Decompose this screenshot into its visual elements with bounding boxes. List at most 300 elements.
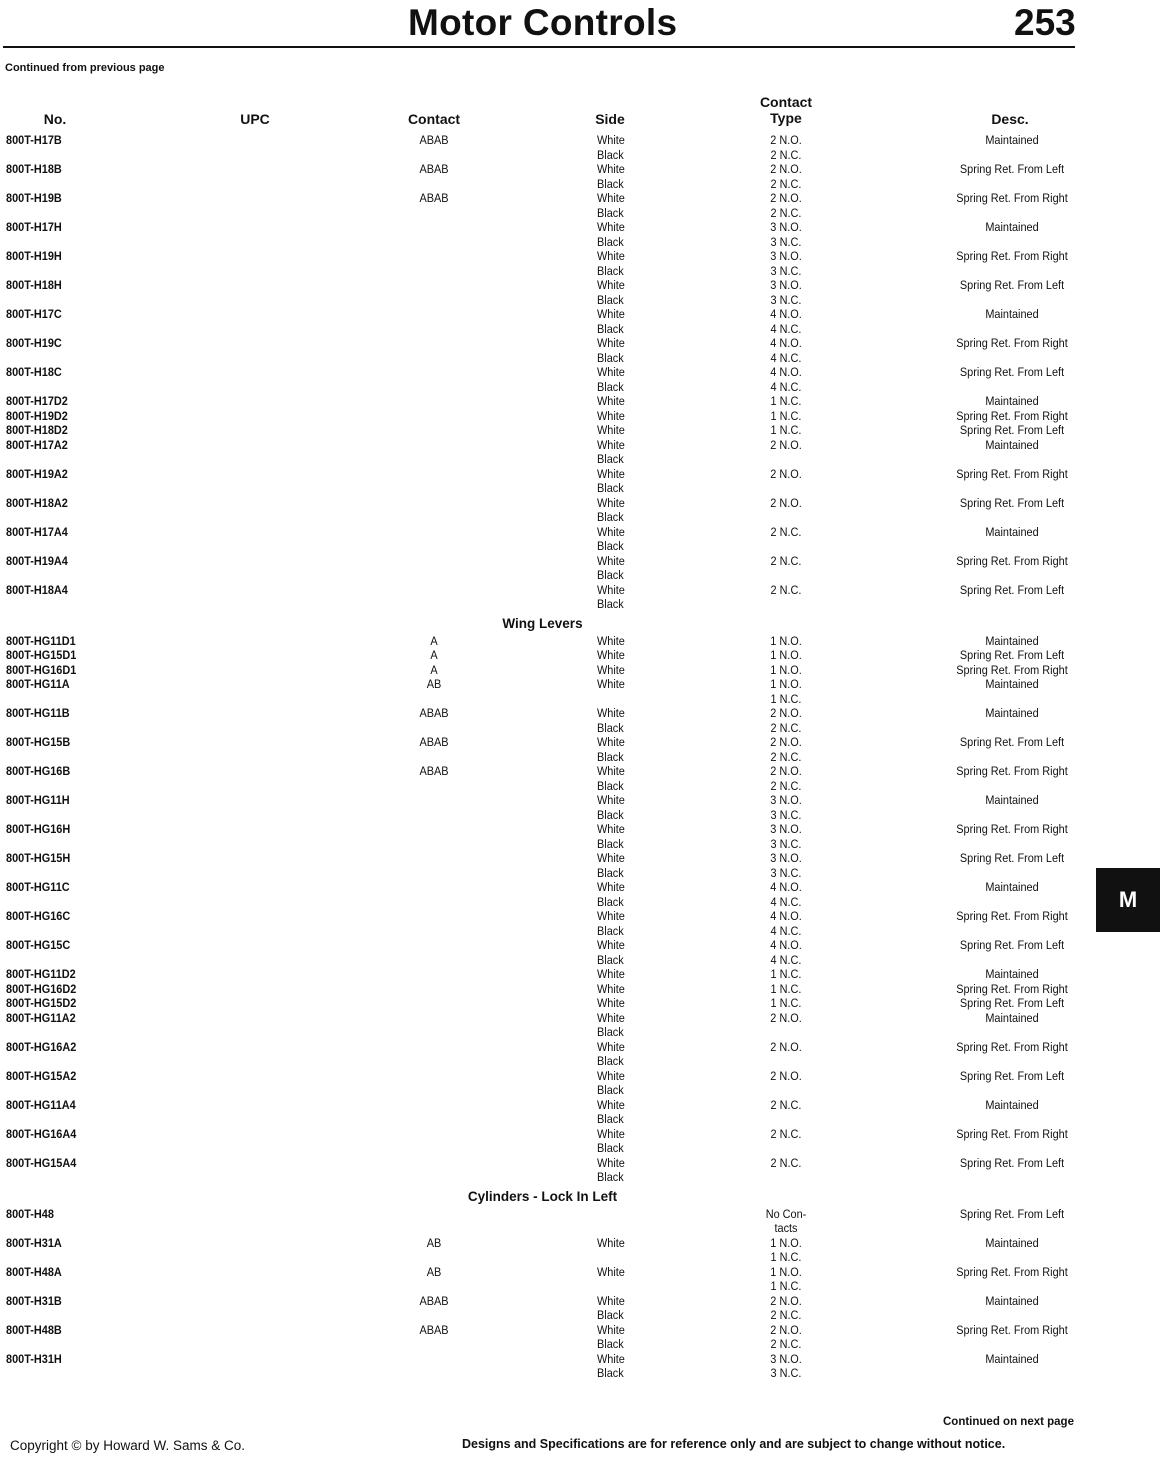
table-row: [0, 1025, 1160, 1040]
column-header-no: No.: [43, 111, 67, 127]
table-row: [0, 177, 1160, 192]
table-row: [0, 1141, 1160, 1156]
contact-type-cell: 2 N.O.: [770, 1068, 802, 1083]
continued-next-note: Continued on next page: [943, 1416, 1074, 1428]
side-cell: Black: [597, 923, 624, 938]
section-heading: Wing Levers: [502, 615, 583, 631]
side-cell: White: [597, 423, 625, 437]
contact-type-cell: 1 N.C.: [770, 967, 802, 981]
side-cell: White: [597, 365, 625, 379]
description-cell: Spring Ret. From Left: [959, 582, 1065, 597]
side-cell: White: [597, 909, 625, 923]
contact-type-cell: 2 N.O.: [770, 466, 802, 481]
table-row: [0, 1221, 1160, 1236]
side-cell: Black: [597, 510, 624, 524]
contact-type-cell: 4 N.C.: [770, 952, 802, 967]
table-row: [0, 380, 1160, 395]
table-row: [0, 249, 1160, 264]
table-row: [0, 721, 1160, 736]
table-row: [0, 1265, 1160, 1280]
side-cell: White: [597, 662, 625, 677]
part-number-cell: 800T-H18C: [6, 365, 62, 379]
part-number-cell: 800T-HG11H: [6, 793, 70, 807]
description-cell: Spring Ret. From Right: [956, 1322, 1068, 1337]
contact-type-cell: No Con-: [765, 1206, 807, 1221]
contact-type-cell: 3 N.O.: [770, 793, 802, 807]
side-cell: Black: [597, 1025, 624, 1039]
part-number-cell: 800T-HG11B: [6, 706, 70, 720]
description-cell: Maintained: [985, 1010, 1039, 1025]
contact-cell: ABAB: [419, 706, 449, 720]
table-row: [0, 1011, 1160, 1026]
part-number-cell: 800T-H17B: [6, 133, 62, 147]
side-cell: Black: [597, 894, 624, 909]
table-row: [0, 525, 1160, 540]
contact-type-cell: 4 N.C.: [770, 894, 802, 909]
contact-type-cell: 2 N.C.: [770, 524, 802, 539]
side-cell: White: [597, 996, 625, 1010]
part-number-cell: 800T-HG11A: [6, 677, 70, 691]
section-heading: Cylinders - Lock In Left: [467, 1188, 618, 1204]
contact-type-cell: 2 N.O.: [770, 1039, 802, 1054]
side-cell: Black: [597, 292, 624, 307]
table-row: [0, 1127, 1160, 1142]
description-cell: Spring Ret. From Right: [956, 466, 1068, 481]
table-row: [0, 1352, 1160, 1367]
side-cell: White: [597, 633, 625, 648]
contact-type-cell: 2 N.C.: [770, 1337, 802, 1351]
part-number-cell: 800T-H19B: [6, 191, 62, 205]
table-row: [0, 1323, 1160, 1338]
part-number-cell: 800T-HG15A4: [6, 1155, 77, 1170]
side-cell: Black: [597, 778, 624, 793]
description-cell: Maintained: [985, 1293, 1039, 1308]
part-number-cell: 800T-H18B: [6, 162, 62, 176]
part-number-cell: 800T-HG16D2: [6, 981, 77, 996]
contact-type-cell: 1 N.O.: [770, 677, 802, 691]
table-row: [0, 750, 1160, 765]
side-cell: White: [597, 1264, 625, 1279]
part-number-cell: 800T-H17A4: [6, 524, 68, 539]
table-row: [0, 496, 1160, 511]
part-number-cell: 800T-H31B: [6, 1293, 62, 1308]
contact-type-cell: 2 N.O.: [770, 191, 802, 205]
side-cell: White: [597, 1097, 625, 1112]
description-cell: Maintained: [985, 133, 1039, 147]
section-heading-row: [0, 612, 1160, 634]
side-cell: White: [597, 1293, 625, 1308]
side-cell: White: [597, 1010, 625, 1025]
table-row: [0, 220, 1160, 235]
part-number-cell: 800T-H17H: [6, 220, 62, 234]
part-number-cell: 800T-HG16B: [6, 764, 71, 778]
contact-type-cell: 2 N.O.: [770, 133, 802, 147]
table-row: [0, 967, 1160, 982]
description-cell: Spring Ret. From Left: [959, 851, 1065, 865]
contact-type-cell: 2 N.O.: [770, 162, 802, 176]
description-cell: Spring Ret. From Right: [956, 1039, 1068, 1054]
table-row: [0, 996, 1160, 1011]
contact-cell: ABAB: [419, 764, 449, 778]
contact-type-cell: 4 N.O.: [770, 909, 802, 923]
table-row: [0, 162, 1160, 177]
contact-cell: AB: [426, 1235, 442, 1250]
description-cell: Maintained: [985, 307, 1039, 321]
table-row: [0, 423, 1160, 438]
section-tab-m: M: [1096, 868, 1160, 932]
table-row: [0, 307, 1160, 322]
contact-type-cell: 1 N.C.: [770, 408, 802, 423]
part-number-cell: 800T-HG11A2: [6, 1010, 76, 1025]
contact-type-cell: 2 N.C.: [770, 778, 802, 793]
disclaimer-text: Designs and Specifications are for reference only and are subject to change without notice.: [462, 1437, 1006, 1451]
part-number-cell: 800T-H19D2: [6, 408, 68, 423]
part-number-cell: 800T-HG15C: [6, 938, 71, 952]
side-cell: Black: [597, 597, 624, 611]
description-cell: Maintained: [985, 633, 1039, 648]
contact-type-cell: 3 N.C.: [770, 865, 802, 880]
table-row: [0, 1366, 1160, 1381]
table-row: [0, 822, 1160, 837]
table-row: [0, 1279, 1160, 1294]
description-cell: Spring Ret. From Left: [959, 495, 1065, 510]
part-number-cell: 800T-H19A4: [6, 553, 68, 568]
table-row: [0, 764, 1160, 779]
column-header-upc: UPC: [240, 111, 270, 127]
description-cell: Spring Ret. From Right: [956, 191, 1068, 205]
description-cell: Spring Ret. From Right: [956, 1126, 1068, 1141]
table-row: [0, 554, 1160, 569]
contact-type-cell: 3 N.C.: [770, 263, 802, 278]
contact-type-cell: 2 N.O.: [770, 1322, 802, 1337]
part-number-cell: 800T-H48A: [6, 1264, 62, 1279]
description-cell: Spring Ret. From Left: [959, 1206, 1065, 1221]
side-cell: Black: [597, 1083, 624, 1097]
table-row: [0, 409, 1160, 424]
description-cell: Spring Ret. From Right: [956, 553, 1068, 568]
part-number-cell: 800T-HG15H: [6, 851, 71, 865]
description-cell: Spring Ret. From Right: [956, 981, 1068, 996]
table-row: [0, 365, 1160, 380]
part-number-cell: 800T-H19A2: [6, 466, 68, 481]
table-row: [0, 133, 1160, 148]
side-cell: Black: [597, 1308, 624, 1322]
table-row: [0, 866, 1160, 881]
side-cell: Black: [597, 147, 624, 162]
side-cell: Black: [597, 263, 624, 278]
part-number-cell: 800T-H19H: [6, 249, 62, 263]
side-cell: Black: [597, 1112, 624, 1126]
contact-cell: ABAB: [419, 735, 449, 749]
header-rule: [3, 46, 1075, 48]
contact-type-cell: 4 N.O.: [770, 938, 802, 952]
table-row: [0, 1112, 1160, 1127]
table-row: [0, 583, 1160, 598]
side-cell: Black: [597, 807, 624, 822]
table-row: [0, 1069, 1160, 1084]
contact-type-cell: 2 N.O.: [770, 735, 802, 749]
contact-cell: A: [430, 662, 438, 677]
table-row: [0, 1294, 1160, 1309]
side-cell: White: [597, 162, 625, 176]
side-cell: Black: [597, 952, 624, 967]
description-cell: Spring Ret. From Left: [959, 996, 1065, 1010]
description-cell: Spring Ret. From Right: [956, 408, 1068, 423]
table-row: [0, 851, 1160, 866]
description-cell: Spring Ret. From Left: [959, 423, 1065, 437]
table-row: [0, 467, 1160, 482]
side-cell: White: [597, 1322, 625, 1337]
description-cell: Spring Ret. From Left: [959, 278, 1065, 292]
side-cell: Black: [597, 720, 624, 735]
contact-type-cell: 2 N.O.: [770, 764, 802, 778]
side-cell: White: [597, 466, 625, 481]
side-cell: White: [597, 1235, 625, 1250]
contact-cell: ABAB: [419, 191, 449, 205]
side-cell: White: [597, 437, 625, 452]
description-cell: Maintained: [985, 967, 1039, 981]
contact-cell: A: [430, 633, 438, 648]
description-cell: Maintained: [985, 880, 1039, 894]
table-row: [0, 278, 1160, 293]
side-cell: Black: [597, 1170, 624, 1184]
column-header-type-line1: Contact: [759, 94, 813, 110]
table-row: [0, 148, 1160, 163]
part-number-cell: 800T-H18D2: [6, 423, 68, 437]
side-cell: White: [597, 408, 625, 423]
side-cell: White: [597, 822, 625, 836]
table-row: [0, 510, 1160, 525]
description-cell: Spring Ret. From Left: [959, 648, 1065, 662]
contact-type-cell: 1 N.C.: [770, 1279, 802, 1293]
side-cell: Black: [597, 568, 624, 582]
table-row: [0, 597, 1160, 612]
table-row: [0, 438, 1160, 453]
table-row: [0, 735, 1160, 750]
contact-type-cell: 3 N.C.: [770, 234, 802, 249]
contact-type-cell: 4 N.O.: [770, 336, 802, 350]
part-number-cell: 800T-HG15B: [6, 735, 71, 749]
contact-cell: ABAB: [419, 133, 449, 147]
description-cell: Spring Ret. From Right: [956, 1264, 1068, 1279]
copyright-text: Copyright © by Howard W. Sams & Co.: [10, 1438, 246, 1453]
contact-type-cell: 2 N.O.: [770, 706, 802, 720]
side-cell: Black: [597, 481, 624, 495]
side-cell: White: [597, 938, 625, 952]
table-row: [0, 191, 1160, 206]
side-cell: White: [597, 1039, 625, 1054]
contact-type-cell: 1 N.C.: [770, 691, 802, 706]
contact-type-cell: 2 N.C.: [770, 553, 802, 568]
contact-cell: AB: [426, 677, 442, 691]
contact-type-cell: 3 N.O.: [770, 822, 802, 836]
description-cell: Maintained: [985, 1097, 1039, 1112]
contact-type-cell: 3 N.C.: [770, 292, 802, 307]
description-cell: Spring Ret. From Right: [956, 909, 1068, 923]
part-number-cell: 800T-HG16C: [6, 909, 71, 923]
contact-type-cell: 3 N.O.: [770, 278, 802, 292]
part-number-cell: 800T-HG16A2: [6, 1039, 77, 1054]
column-header-desc: Desc.: [991, 111, 1029, 127]
side-cell: White: [597, 880, 625, 894]
side-cell: White: [597, 524, 625, 539]
contact-type-cell: 4 N.O.: [770, 880, 802, 894]
contact-type-cell: 2 N.O.: [770, 1293, 802, 1308]
contact-type-cell: 3 N.O.: [770, 220, 802, 234]
description-cell: Maintained: [985, 677, 1039, 691]
side-cell: White: [597, 1351, 625, 1366]
table-row: [0, 1083, 1160, 1098]
part-number-cell: 800T-HG11C: [6, 880, 70, 894]
part-number-cell: 800T-H17D2: [6, 394, 68, 408]
contact-type-cell: 3 N.C.: [770, 1366, 802, 1380]
page-number: 253: [1014, 2, 1076, 43]
side-cell: Black: [597, 234, 624, 249]
column-header-contact: Contact: [407, 111, 461, 127]
contact-type-cell: 1 N.C.: [770, 1250, 802, 1264]
contact-cell: ABAB: [419, 162, 449, 176]
description-cell: Maintained: [985, 437, 1039, 452]
description-cell: Spring Ret. From Left: [959, 938, 1065, 952]
contact-cell: AB: [426, 1264, 442, 1279]
part-number-cell: 800T-H18A4: [6, 582, 68, 597]
part-number-cell: 800T-H17C: [6, 307, 62, 321]
side-cell: White: [597, 307, 625, 321]
side-cell: White: [597, 981, 625, 996]
continued-from-note: Continued from previous page: [5, 62, 165, 74]
side-cell: White: [597, 851, 625, 865]
table-row: [0, 938, 1160, 953]
description-cell: Spring Ret. From Right: [956, 249, 1068, 263]
table-row: [0, 452, 1160, 467]
side-cell: White: [597, 677, 625, 691]
side-cell: Black: [597, 452, 624, 466]
table-row: [0, 539, 1160, 554]
side-cell: Black: [597, 205, 624, 220]
contact-type-cell: 3 N.O.: [770, 249, 802, 263]
part-number-cell: 800T-H19C: [6, 336, 62, 350]
description-cell: Spring Ret. From Right: [956, 764, 1068, 778]
part-number-cell: 800T-HG16D1: [6, 662, 77, 677]
side-cell: Black: [597, 1054, 624, 1068]
side-cell: White: [597, 553, 625, 568]
column-header-type-line2: Type: [770, 110, 802, 126]
contact-type-cell: 4 N.C.: [770, 923, 802, 938]
part-number-cell: 800T-H31A: [6, 1235, 62, 1250]
side-cell: White: [597, 648, 625, 662]
side-cell: Black: [597, 865, 624, 880]
contact-type-cell: 4 N.C.: [770, 379, 802, 394]
table-row: [0, 1337, 1160, 1352]
page-title: Motor Controls: [408, 2, 678, 43]
contact-cell: A: [430, 648, 438, 662]
contact-type-cell: 2 N.O.: [770, 495, 802, 510]
table-row: [0, 692, 1160, 707]
table-row: [0, 837, 1160, 852]
contact-type-cell: 2 N.C.: [770, 147, 802, 162]
table-row: [0, 394, 1160, 409]
contact-type-cell: 2 N.C.: [770, 749, 802, 764]
contact-type-cell: 4 N.C.: [770, 350, 802, 365]
contact-type-cell: 4 N.O.: [770, 307, 802, 321]
side-cell: Black: [597, 321, 624, 336]
contact-type-cell: 2 N.C.: [770, 582, 802, 597]
table-row: [0, 982, 1160, 997]
side-cell: Black: [597, 836, 624, 851]
contact-type-cell: 2 N.C.: [770, 720, 802, 735]
side-cell: Black: [597, 539, 624, 553]
table-row: [0, 895, 1160, 910]
table-row: [0, 793, 1160, 808]
side-cell: Black: [597, 1366, 624, 1380]
table-row: [0, 706, 1160, 721]
side-cell: Black: [597, 176, 624, 191]
part-number-cell: 800T-H48B: [6, 1322, 62, 1337]
part-number-cell: 800T-HG15D1: [6, 648, 77, 662]
table-row: [0, 1040, 1160, 1055]
part-number-cell: 800T-H48: [6, 1206, 54, 1221]
contact-type-cell: 1 N.C.: [770, 423, 802, 437]
contact-type-cell: 1 N.O.: [770, 1235, 802, 1250]
description-cell: Spring Ret. From Left: [959, 365, 1065, 379]
column-header-side: Side: [595, 111, 625, 127]
table-row: [0, 1170, 1160, 1185]
description-cell: Spring Ret. From Left: [959, 1155, 1065, 1170]
contact-type-cell: 4 N.C.: [770, 321, 802, 336]
contact-type-cell: 1 N.C.: [770, 996, 802, 1010]
table-row: [0, 481, 1160, 496]
contact-type-cell: 3 N.O.: [770, 851, 802, 865]
table-row: [0, 953, 1160, 968]
description-cell: Spring Ret. From Left: [959, 1068, 1065, 1083]
side-cell: White: [597, 495, 625, 510]
contact-type-cell: 1 N.O.: [770, 633, 802, 648]
table-row: [0, 924, 1160, 939]
part-number-cell: 800T-H18A2: [6, 495, 68, 510]
description-cell: Spring Ret. From Right: [956, 662, 1068, 677]
table-row: [0, 1236, 1160, 1251]
part-number-cell: 800T-HG16A4: [6, 1126, 77, 1141]
side-cell: White: [597, 191, 625, 205]
side-cell: White: [597, 249, 625, 263]
contact-cell: ABAB: [419, 1293, 449, 1308]
parts-table: [0, 133, 1160, 1381]
description-cell: Maintained: [985, 524, 1039, 539]
side-cell: White: [597, 133, 625, 147]
side-cell: White: [597, 967, 625, 981]
table-row: [0, 322, 1160, 337]
description-cell: Maintained: [985, 793, 1039, 807]
table-row: [0, 880, 1160, 895]
table-row: [0, 1250, 1160, 1265]
table-row: [0, 1098, 1160, 1113]
side-cell: Black: [597, 1141, 624, 1155]
side-cell: White: [597, 582, 625, 597]
part-number-cell: 800T-HG15D2: [6, 996, 77, 1010]
contact-type-cell: 2 N.C.: [770, 1126, 802, 1141]
description-cell: Spring Ret. From Right: [956, 336, 1068, 350]
description-cell: Maintained: [985, 1235, 1039, 1250]
table-row: [0, 1207, 1160, 1222]
description-cell: Maintained: [985, 706, 1039, 720]
table-row: [0, 1308, 1160, 1323]
table-row: [0, 634, 1160, 649]
contact-type-cell: 1 N.O.: [770, 662, 802, 677]
side-cell: White: [597, 394, 625, 408]
side-cell: Black: [597, 749, 624, 764]
description-cell: Maintained: [985, 394, 1039, 408]
description-cell: Spring Ret. From Right: [956, 822, 1068, 836]
